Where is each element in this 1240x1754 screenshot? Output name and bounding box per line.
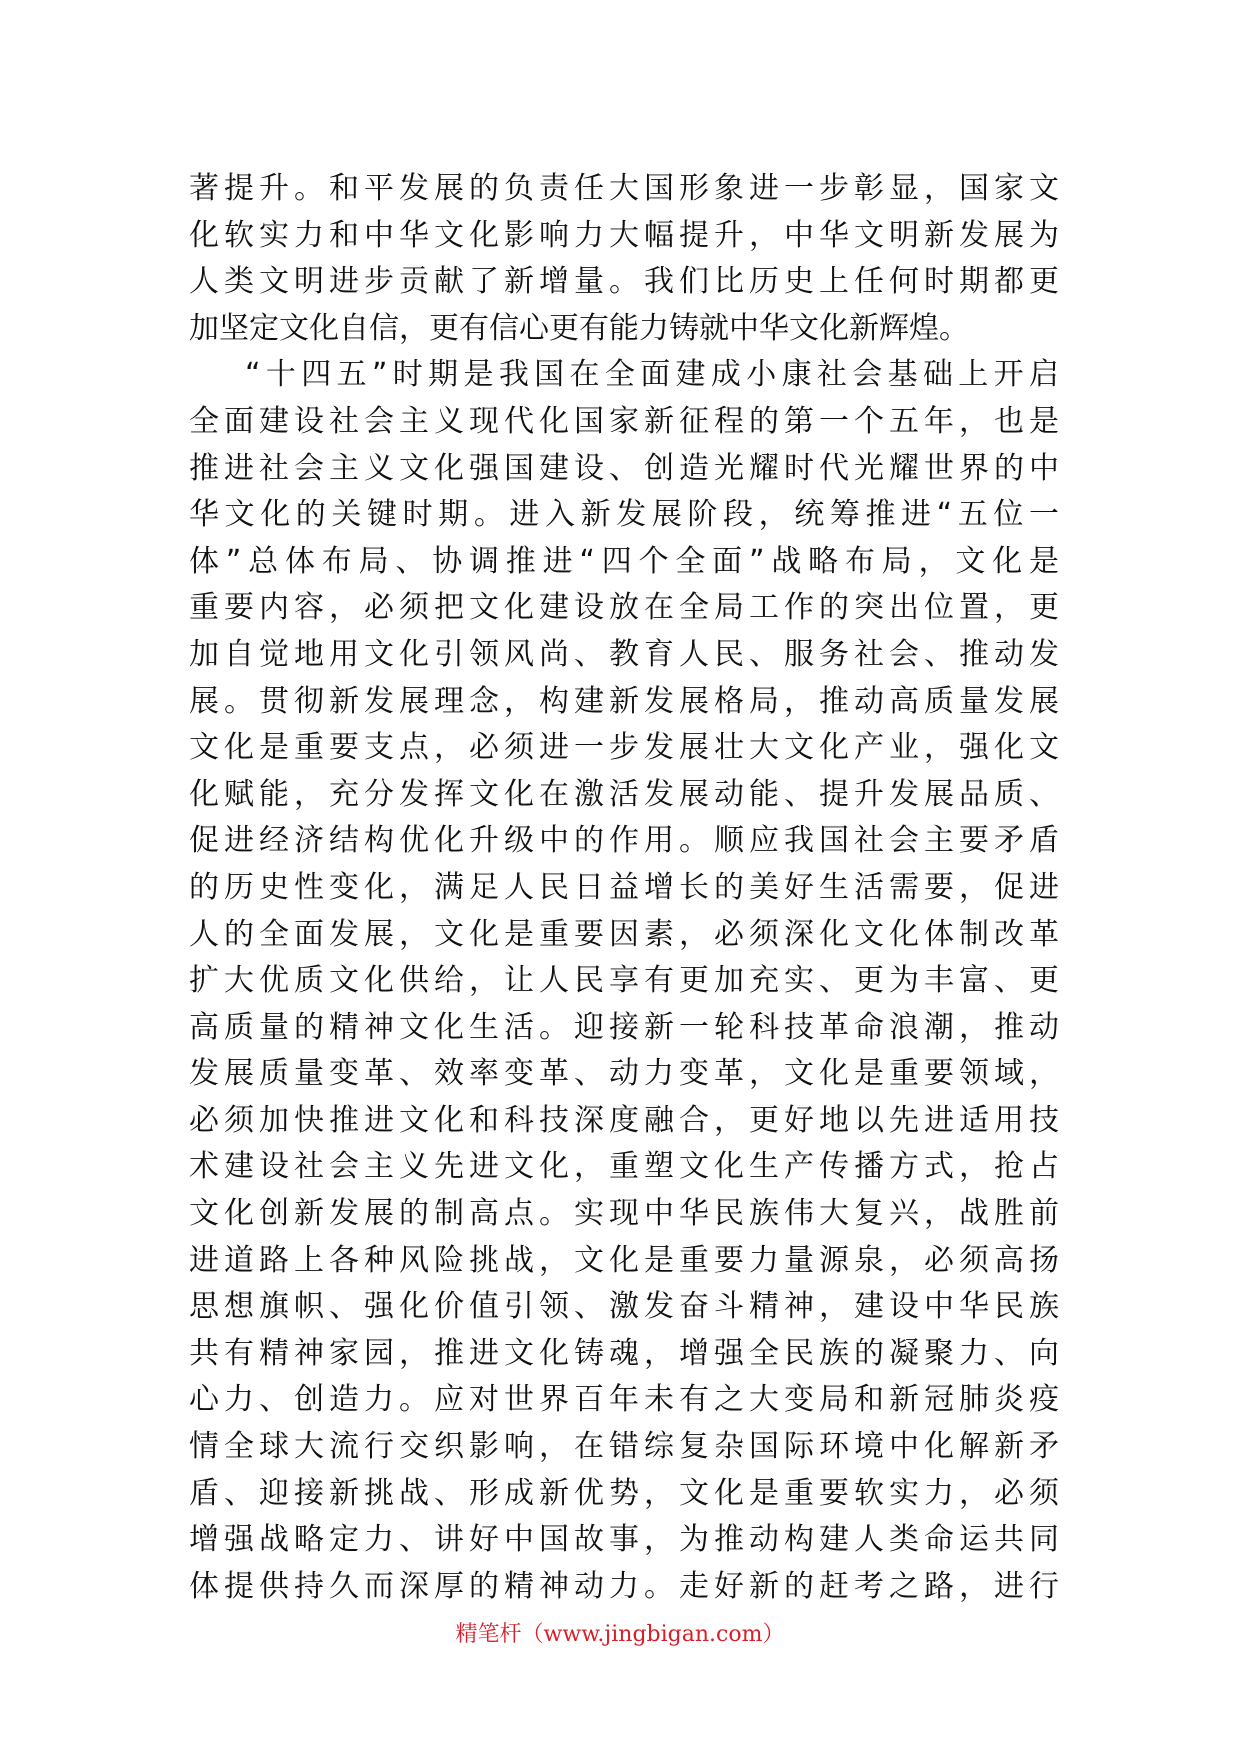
text-line: 加坚定文化自信，更有信心更有能力铸就中华文化新辉煌。 — [189, 310, 969, 346]
text-line: 促进经济结构优化升级中的作用。顺应我国社会主要矛盾 — [189, 823, 1059, 859]
text-line: 加自觉地用文化引领风尚、教育人民、服务社会、推动发 — [189, 636, 1059, 672]
text-line: 化赋能，充分发挥文化在激活发展动能、提升发展品质、 — [189, 776, 1059, 812]
body-text — [189, 166, 1059, 1610]
text-line: 情全球大流行交织影响，在错综复杂国际环境中化解新矛 — [189, 1429, 1059, 1465]
text-line: 推进社会主义文化强国建设、创造光耀时代光耀世界的中 — [189, 450, 1059, 486]
text-line: 的历史性变化，满足人民日益增长的美好生活需要，促进 — [189, 869, 1059, 905]
text-line: 全面建设社会主义现代化国家新征程的第一个五年，也是 — [189, 403, 1059, 439]
text-line: 著提升。和平发展的负责任大国形象进一步彰显，国家文 — [189, 171, 1059, 206]
text-line: 思想旗帜、强化价值引领、激发奋斗精神，建设中华民族 — [189, 1289, 1059, 1325]
text-line: 体”总体布局、协调推进“四个全面”战略布局，文化是 — [189, 543, 1059, 579]
text-line: 扩大优质文化供给，让人民享有更加充实、更为丰富、更 — [189, 963, 1059, 999]
text-line: 心力、创造力。应对世界百年未有之大变局和新冠肺炎疫 — [189, 1382, 1059, 1418]
text-line: 展。贯彻新发展理念，构建新发展格局，推动高质量发展 — [189, 683, 1059, 719]
text-line: 必须加快推进文化和科技深度融合，更好地以先进适用技 — [189, 1102, 1059, 1138]
text-line: 增强战略定力、讲好中国故事，为推动构建人类命运共同 — [189, 1522, 1059, 1558]
text-line: 人类文明进步贡献了新增量。我们比历史上任何时期都更 — [189, 264, 1059, 300]
paragraph-start-line: “十四五”时期是我国在全面建成小康社会基础上开启 — [245, 357, 1059, 393]
text-line: 人的全面发展，文化是重要因素，必须深化文化体制改革 — [189, 916, 1059, 952]
footer-watermark: 精笔杆（www.jingbigan.com） — [455, 1622, 785, 1647]
text-line: 化软实力和中华文化影响力大幅提升，中华文明新发展为 — [189, 217, 1059, 253]
text-line: 共有精神家园，推进文化铸魂，增强全民族的凝聚力、向 — [189, 1335, 1059, 1371]
text-line: 文化是重要支点，必须进一步发展壮大文化产业，强化文 — [189, 730, 1059, 766]
text-line: 术建设社会主义先进文化，重塑文化生产传播方式，抢占 — [189, 1149, 1059, 1185]
text-line: 盾、迎接新挑战、形成新优势，文化是重要软实力，必须 — [189, 1475, 1059, 1511]
text-line: 重要内容，必须把文化建设放在全局工作的突出位置，更 — [189, 590, 1059, 626]
text-line: 体提供持久而深厚的精神动力。走好新的赶考之路，进行 — [189, 1568, 1059, 1604]
text-line: 华文化的关键时期。进入新发展阶段，统筹推进“五位一 — [189, 497, 1059, 533]
text-line: 高质量的精神文化生活。迎接新一轮科技革命浪潮，推动 — [189, 1009, 1059, 1045]
text-line: 文化创新发展的制高点。实现中华民族伟大复兴，战胜前 — [189, 1196, 1059, 1232]
text-line: 进道路上各种风险挑战，文化是重要力量源泉，必须高扬 — [189, 1242, 1059, 1278]
text-line: 发展质量变革、效率变革、动力变革，文化是重要领域， — [189, 1056, 1059, 1092]
